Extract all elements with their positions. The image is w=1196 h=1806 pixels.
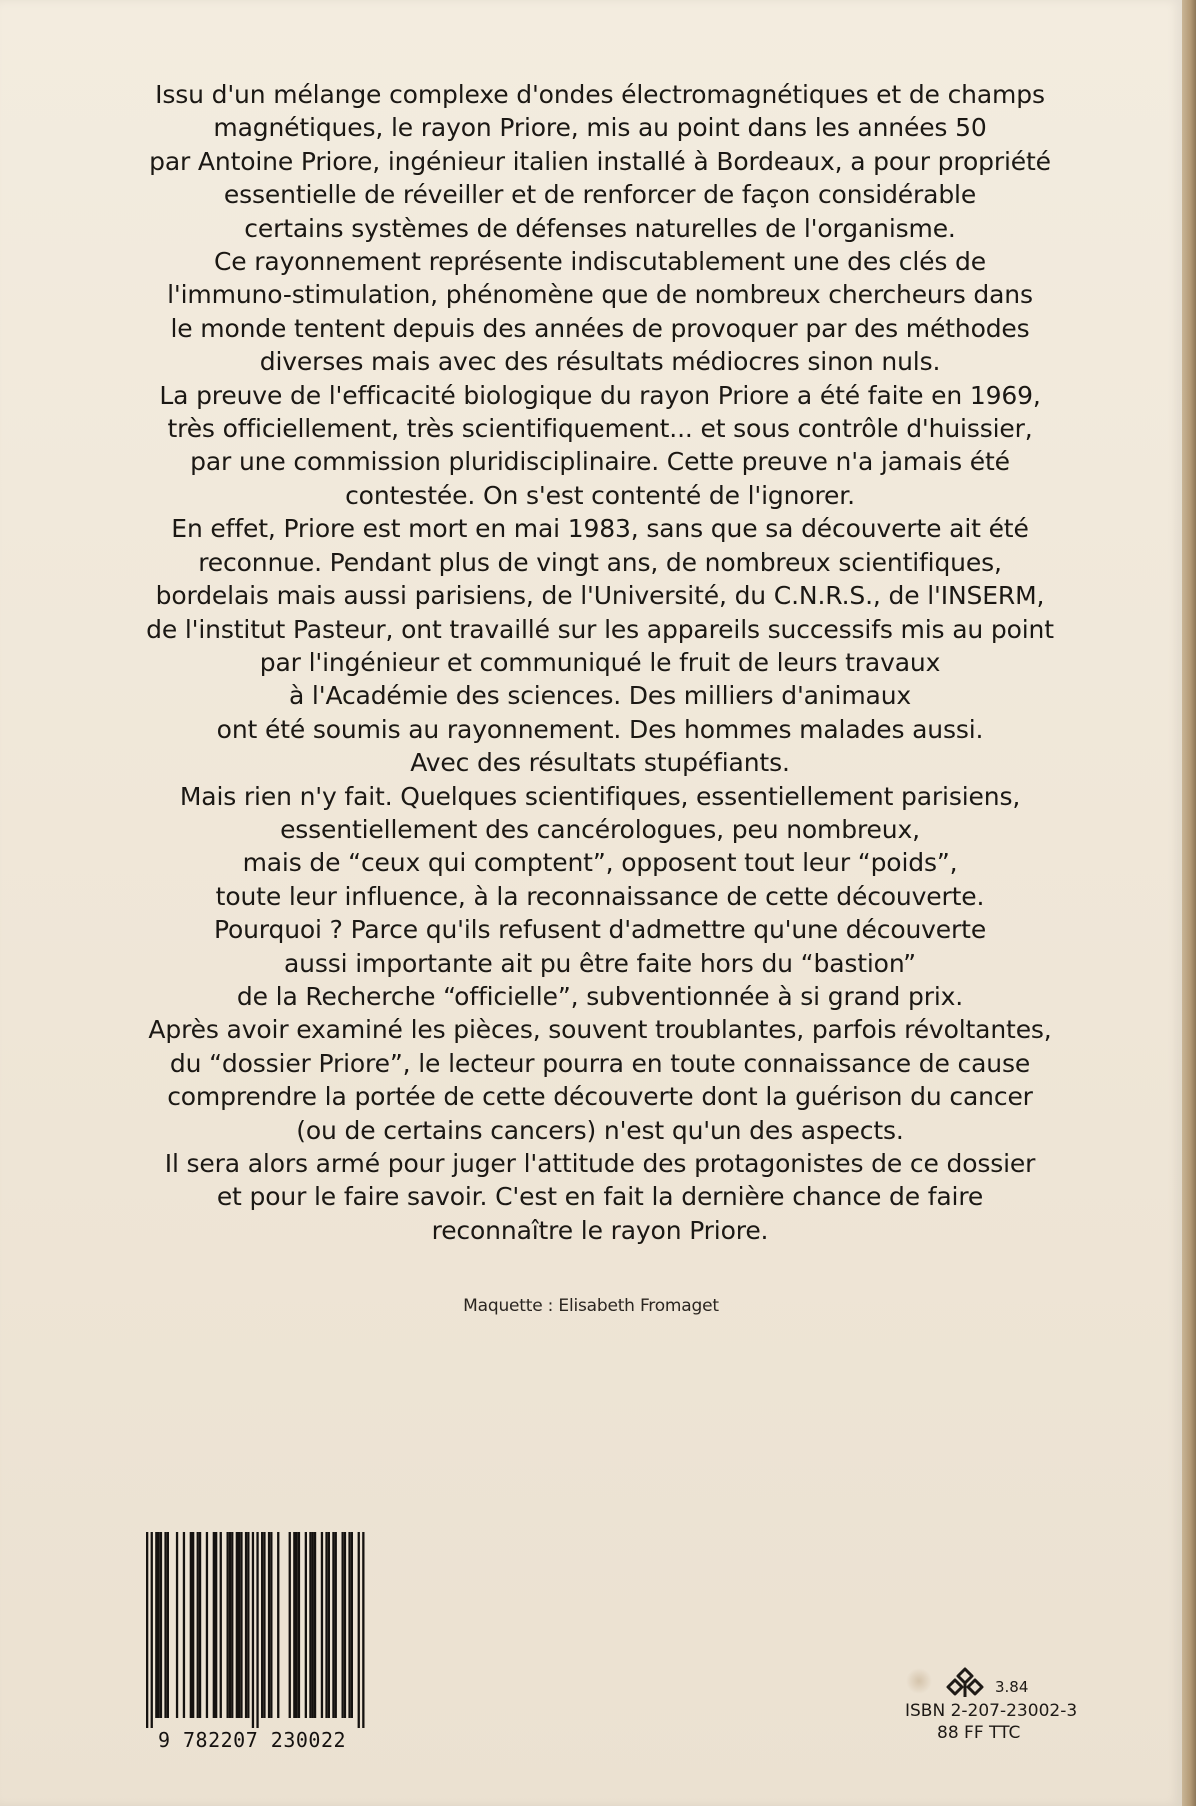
barcode-bar [151,1532,153,1728]
barcode-bar [351,1532,353,1718]
blurb-line: très officiellement, très scientifiquement... et sous contrôle d'huissier, [167,414,1033,444]
barcode-bar [183,1532,185,1718]
barcode-bar [215,1532,217,1718]
blurb-line: toute leur influence, à la reconnaissance de cette découverte. [215,881,985,911]
publisher-info [905,1666,1105,1744]
price: 88 FF TTC [937,1723,1021,1743]
barcode-bar [155,1532,157,1718]
blurb-line: certains systèmes de défenses naturelles de l'organisme. [244,213,956,243]
blurb-line: par Antoine Priore, ingénieur italien installé à Bordeaux, a pour propriété [149,146,1051,176]
barcode-bar [305,1532,307,1718]
blurb-line: Après avoir examiné les pièces, souvent troublantes, parfois révoltantes, [148,1015,1052,1045]
barcode-bar [325,1532,327,1718]
blurb-line: de l'institut Pasteur, ont travaillé sur les appareils successifs mis au point [146,614,1054,644]
blurb-line: contestée. On s'est contenté de l'ignorer. [345,480,855,510]
barcode-bar [289,1532,291,1718]
blurb-line: du “dossier Priore”, le lecteur pourra en toute connaissance de cause [169,1048,1031,1078]
barcode-bar [227,1532,229,1718]
barcode-bar [206,1532,208,1718]
barcode-bar [190,1532,192,1718]
blurb-line: par une commission pluridisciplinaire. Cette preuve n'a jamais été [190,447,1010,477]
barcode-bar [344,1532,346,1718]
blurb-line: reconnaître le rayon Priore. [431,1215,769,1245]
blurb-line: et pour le faire savoir. C'est en fait la dernière chance de faire [216,1182,984,1212]
blurb-line: aussi importante ait pu être faite hors du “bastion” [284,948,916,978]
barcode-bar [160,1532,162,1718]
barcode-bar [309,1532,311,1718]
blurb-line: magnétiques, le rayon Priore, mis au point dans les années 50 [213,113,987,143]
blurb-line: essentielle de réveiller et de renforcer de façon considérable [223,180,977,210]
blurb-line: comprendre la portée de cette découverte dont la guérison du cancer [167,1082,1033,1112]
blurb-text [70,78,1130,1247]
barcode-bar [245,1532,247,1718]
blurb-line: diverses mais avec des résultats médiocres sinon nuls. [259,347,941,377]
barcode-bar [270,1532,272,1718]
blurb-line: bordelais mais aussi parisiens, de l'Université, du C.N.R.S., de l'INSERM, [155,581,1045,611]
barcode-bars [146,1532,365,1728]
barcode-bar [146,1532,148,1728]
barcode-bar [167,1532,169,1718]
blurb-line: Issu d'un mélange complexe d'ondes électromagnétiques et de champs [155,80,1045,109]
barcode [136,1528,367,1753]
barcode-bar [362,1532,364,1728]
blurb-line: (ou de certains cancers) n'est qu'un des aspects. [296,1115,904,1145]
barcode-bar [192,1532,194,1718]
barcode-bar [247,1532,249,1718]
barcode-bar [158,1532,160,1718]
blurb-line: En effet, Priore est mort en mai 1983, sans que sa découverte ait été [171,514,1029,544]
barcode-bar [213,1532,215,1718]
publisher-code: 3.84 [995,1678,1029,1696]
blurb-line: reconnue. Pendant plus de vingt ans, de nombreux scientifiques, [198,547,1002,577]
barcode-bar [321,1532,323,1718]
publisher-logo-icon [945,1666,985,1700]
barcode-bar [236,1532,238,1718]
barcode-bar [231,1532,233,1718]
barcode-bar [312,1532,314,1718]
blurb-line: de la Recherche “officielle”, subventionnée à si grand prix. [236,981,964,1011]
barcode-bar [252,1532,254,1728]
blurb-line: Ce rayonnement représente indiscutablement une des clés de [213,247,987,277]
blurb-line: ont été soumis au rayonnement. Des hommes malades aussi. [216,714,984,744]
barcode-bar [256,1532,258,1728]
barcode-bar [176,1532,178,1718]
barcode-bar [328,1532,330,1718]
blurb-line: essentiellement des cancérologues, peu nombreux, [280,814,920,844]
barcode-bar [197,1532,199,1718]
barcode-bar [277,1532,279,1718]
publisher-row [905,1666,1105,1700]
barcode-bar [332,1532,334,1718]
barcode-bar [263,1532,265,1718]
barcode-bar [238,1532,240,1718]
barcode-bar [220,1532,222,1718]
barcode-bar [164,1532,166,1718]
blurb-line: Pourquoi ? Parce qu'ils refusent d'admettre qu'une découverte [213,915,987,945]
barcode-bar [293,1532,295,1718]
blurb-line: à l'Académie des sciences. Des milliers d'animaux [288,681,912,711]
barcode-bar [229,1532,231,1718]
barcode-bar [298,1532,300,1718]
blurb-line: Avec des résultats stupéfiants. [410,748,790,778]
barcode-bar [358,1532,360,1728]
barcode-bar [348,1532,350,1718]
barcode-bar [199,1532,201,1718]
barcode-bar [261,1532,263,1718]
isbn: ISBN 2-207-23002-3 [905,1701,1078,1721]
cover-edge [1182,0,1196,1806]
barcode-bar [296,1532,298,1718]
blurb-line: par l'ingénieur et communiqué le fruit de leurs travaux [259,647,941,677]
blurb-line: Mais rien n'y fait. Quelques scientifiques, essentiellement parisiens, [179,781,1021,811]
barcode-bar [342,1532,344,1718]
blurb-line: mais de “ceux qui comptent”, opposent tout leur “poids”, [242,848,958,878]
barcode-digits: 9 782207 230022 [157,1728,347,1752]
barcode-bar [335,1532,337,1718]
blurb-line: La preuve de l'efficacité biologique du rayon Priore a été faite en 1969, [159,380,1041,410]
blurb-line: l'immuno-stimulation, phénomène que de nombreux chercheurs dans [167,280,1033,310]
blurb-line: le monde tentent depuis des années de provoquer par des méthodes [170,313,1030,343]
blurb-line: Il sera alors armé pour juger l'attitude des protagonistes de ce dossier [164,1149,1036,1178]
barcode-bar [268,1532,270,1718]
barcode-bar [314,1532,316,1718]
design-credit: Maquette : Elisabeth Fromaget [463,1296,719,1316]
barcode-bar [240,1532,242,1718]
